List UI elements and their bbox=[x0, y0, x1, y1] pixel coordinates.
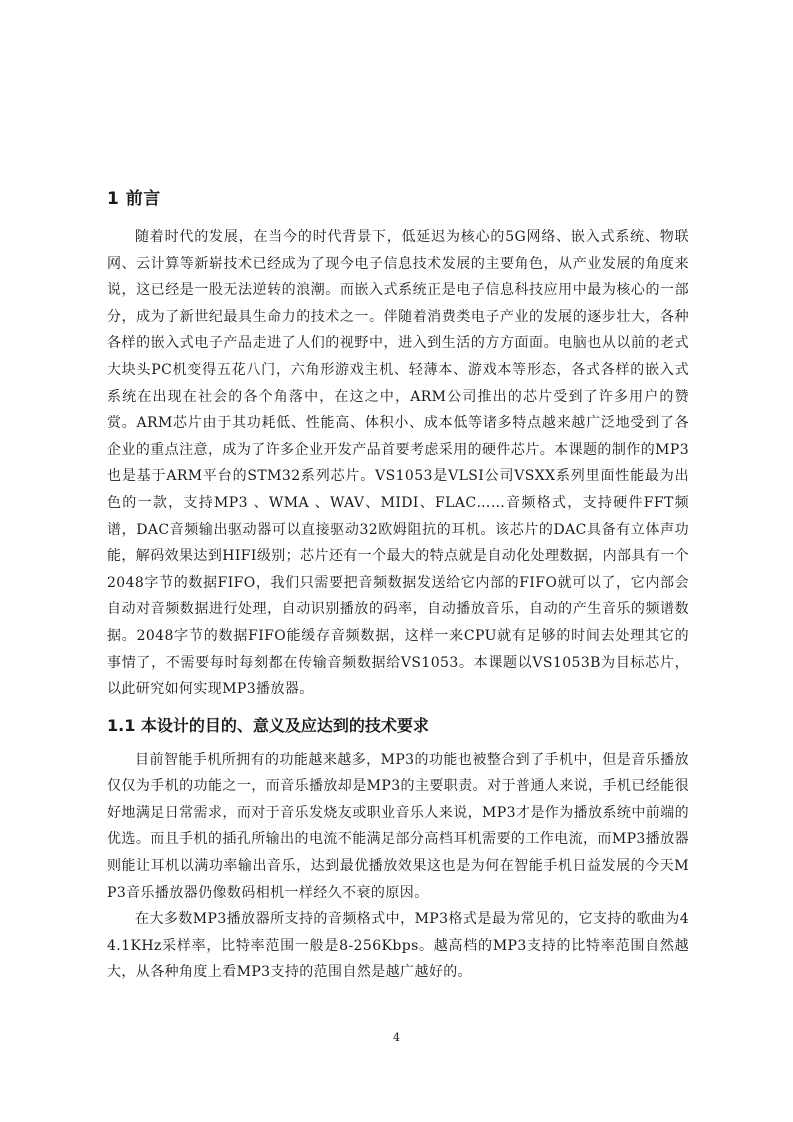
section-paragraph: 随着时代的发展，在当今的时代背景下，低延迟为核心的5G网络、嵌入式系统、物联网、云计算等新崭技术已经成为了现今电子信息技术发展的主要角色，从产业发展的角度来说，这已经是一股无法逆转的浪潮。而嵌入式系统正是电子信息科技应用中最为核心的一部分，成为了新世纪最具生命力的技术之一。伴随着消费类电子产业的发展的逐步壮大，各种各样的嵌入式电子产品走进了人们的视野中，进入到生活的方方面面。电脑也从以前的老式大块头PC机变得五花八门，六角形游戏主机、轻薄本、游戏本等形态，各式各样的嵌入式系统在出现在社会的各个角落中，在这之中，ARM公司推出的芯片受到了许多用户的赞赏。ARM芯片由于其功耗低、性能高、体积小、成本低等诸多特点越来越广泛地受到了各企业的重点注意，成为了许多企业开发产品首要考虑采用的硬件芯片。本课题的制作的MP3也是基于ARM平台的STM32系列芯片。VS1053是VLSI公司VSXX系列里面性能最为出色的一款，支持MP3 、WMA 、WAV、MIDI、FLAC……音频格式，支持硬件FFT频谱，DAC音频输出驱动器可以直接驱动32欧姆阻抗的耳机。该芯片的DAC具备有立体声功能，解码效果达到HIFI级别；芯片还有一个最大的特点就是自动化处理数据，内部具有一个2048字节的数据FIFO，我们只需要把音频数据发送给它内部的FIFO就可以了，它内部会自动对音频数据进行处理，自动识别播放的码率，自动播放音乐，自动的产生音乐的频谱数据。2048字节的数据FIFO能缓存音频数据，这样一来CPU就有足够的时间去处理其它的事情了，不需要每时每刻都在传输音频数据给VS1053。本课题以VS1053B为目标芯片，以此研究如何实现MP3播放器。 bbox=[107, 229, 689, 698]
section-heading: 1 前言 bbox=[107, 189, 161, 209]
page-number: 4 bbox=[393, 1031, 400, 1044]
subsection-paragraph: 目前智能手机所拥有的功能越来越多，MP3的功能也被整合到了手机中，但是音乐播放仅仅为手机的功能之一，而音乐播放却是MP3的主要职责。对于普通人来说，手机已经能很好地满足日常需求，而对于音乐发烧友或职业音乐人来说，MP3才是作为播放系统中前端的优选。而且手机的插孔所输出的电流不能满足部分高档耳机需要的工作电流，而MP3播放器则能让耳机以满功率输出音乐，达到最优播放效果这也是为何在智能手机日益发展的今天MP3音乐播放器仍像数码相机一样经久不衰的原因。 bbox=[107, 751, 689, 901]
subsection-paragraph: 在大多数MP3播放器所支持的音频格式中，MP3格式是最为常见的，它支持的歌曲为44.1KHz采样率，比特率范围一般是8-256Kbps。越高档的MP3支持的比特率范围自然越大，从各种角度上看MP3支持的范围自然是越广越好的。 bbox=[107, 911, 689, 981]
subsection-heading: 1.1 本设计的目的、意义及应达到的技术要求 bbox=[107, 715, 429, 735]
page-content bbox=[107, 186, 689, 986]
